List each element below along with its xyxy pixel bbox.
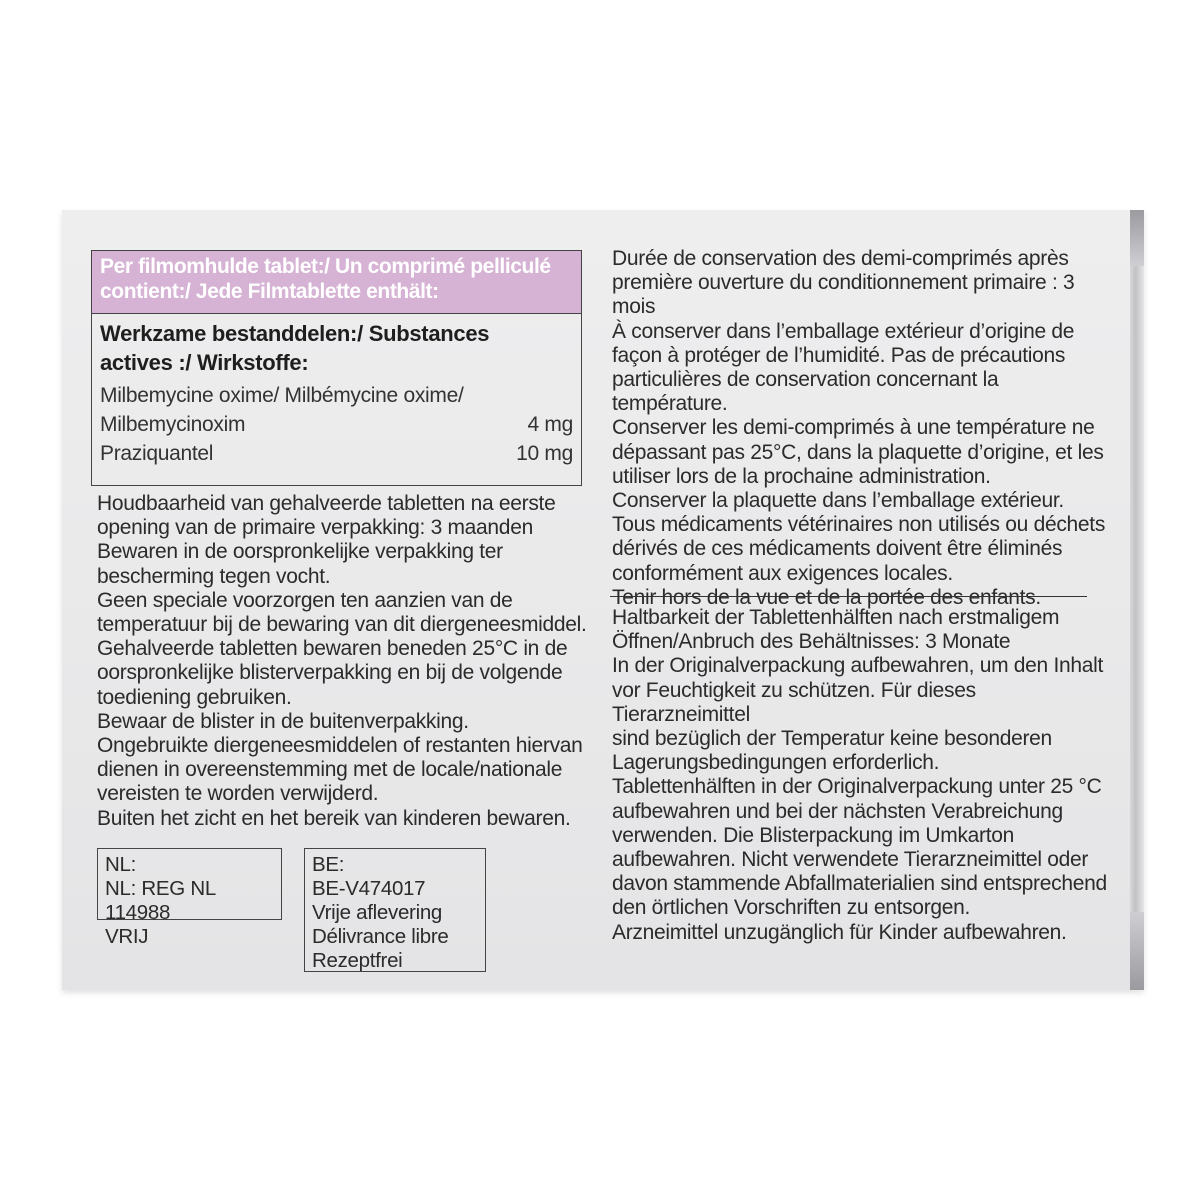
text-line: Tenir hors de la vue et de la portée des enfants. bbox=[612, 585, 1041, 609]
active-title-line: actives :/ Wirkstoffe: bbox=[100, 350, 309, 375]
text-line: Öffnen/Anbruch des Behältnisses: 3 Monate bbox=[612, 630, 1011, 654]
text-line: In der Originalverpackung aufbewahren, um den Inhalt bbox=[612, 654, 1104, 678]
french-storage-text bbox=[612, 247, 1112, 610]
registration-line: BE: bbox=[312, 853, 345, 876]
text-line: Houdbaarheid van gehalveerde tabletten na eerste bbox=[97, 492, 556, 515]
registration-line: Délivrance libre bbox=[312, 925, 449, 948]
text-line: davon stammende Abfallmaterialien sind entsprechend bbox=[612, 872, 1107, 896]
text-line: bescherming tegen vocht. bbox=[97, 564, 331, 588]
registration-line: Rezeptfrei bbox=[312, 949, 403, 972]
section-divider bbox=[610, 596, 1087, 597]
substance-name: Milbemycine oxime/ Milbémycine oxime/ bbox=[100, 384, 464, 407]
text-line: Bewaar de blister in de buitenverpakking. bbox=[97, 709, 469, 733]
text-line: particulières de conservation concernant la température. bbox=[612, 368, 999, 416]
text-line: Conserver la plaquette dans l’emballage extérieur. bbox=[612, 489, 1064, 513]
text-line: utiliser lors de la prochaine administration. bbox=[612, 464, 991, 488]
text-line: dérivés de ces médicaments doivent être éliminés bbox=[612, 537, 1063, 561]
text-line: Arzneimittel unzugänglich für Kinder aufbewahren. bbox=[612, 920, 1067, 944]
registration-line: VRIJ bbox=[105, 925, 149, 948]
text-line: dienen in overeenstemming met de locale/nationale bbox=[97, 758, 563, 782]
composition-header-line: contient:/ Jede Filmtablette enthält: bbox=[100, 280, 439, 303]
dutch-storage-text bbox=[97, 492, 597, 831]
active-title-line: Werkzame bestanddelen:/ Substances bbox=[100, 321, 490, 346]
text-line: toediening gebruiken. bbox=[97, 685, 292, 709]
text-line: temperatuur bij de bewaring van dit diergeneesmiddel. bbox=[97, 613, 587, 637]
text-line: Gehalveerde tabletten bewaren beneden 25°C in de bbox=[97, 637, 568, 661]
text-line: façon à protéger de l’humidité. Pas de précautions bbox=[612, 343, 1066, 367]
registration-line: NL: REG NL 114988 bbox=[105, 877, 216, 924]
text-line: À conserver dans l’emballage extérieur d’origine de bbox=[612, 319, 1075, 343]
text-line: Durée de conservation des demi-comprimés après bbox=[612, 247, 1069, 270]
substance-amount: 10 mg bbox=[516, 442, 573, 465]
registration-line: BE-V474017 bbox=[312, 877, 426, 900]
registration-line: NL: bbox=[105, 853, 137, 876]
substance-name: Praziquantel bbox=[100, 442, 214, 465]
text-line: Geen speciale voorzorgen ten aanzien van de bbox=[97, 588, 513, 612]
text-line: Tous médicaments vétérinaires non utilisés ou déchets bbox=[612, 513, 1106, 537]
composition-header-line: Per filmomhulde tablet:/ Un comprimé pelliculé bbox=[100, 255, 551, 278]
german-storage-text bbox=[612, 606, 1112, 945]
text-line: dépassant pas 25°C, dans la plaquette d’origine, et les bbox=[612, 440, 1104, 464]
registration-box-nl bbox=[97, 848, 282, 948]
text-line: Tablettenhälften in der Originalverpackung unter 25 °C bbox=[612, 775, 1102, 799]
text-line: Buiten het zicht en het bereik van kinderen bewaren. bbox=[97, 806, 571, 830]
text-line: Conserver les demi-comprimés à une température ne bbox=[612, 416, 1095, 440]
text-line: sind bezüglich der Temperatur keine besonderen bbox=[612, 727, 1052, 751]
text-line: Ongebruikte diergeneesmiddelen of restanten hiervan bbox=[97, 734, 583, 758]
text-line: aufbewahren. Nicht verwendete Tierarzneimittel oder bbox=[612, 848, 1089, 872]
text-line: vereisten te worden verwijderd. bbox=[97, 782, 379, 806]
package-side-flap bbox=[1130, 210, 1144, 990]
substance-amount: 4 mg bbox=[527, 413, 573, 436]
text-line: opening van de primaire verpakking: 3 maanden bbox=[97, 516, 533, 540]
active-substances-title bbox=[92, 313, 581, 381]
text-line: conformément aux exigences locales. bbox=[612, 561, 953, 585]
text-line: première ouverture du conditionnement primaire : 3 mois bbox=[612, 271, 1075, 319]
registration-line: Vrije aflevering bbox=[312, 901, 443, 924]
text-line: vor Feuchtigkeit zu schützen. Für dieses Tierarzneimittel bbox=[612, 678, 976, 726]
flap-shadow-top bbox=[1130, 210, 1144, 266]
composition-row bbox=[92, 381, 581, 410]
text-line: Lagerungsbedingungen erforderlich. bbox=[612, 751, 940, 775]
text-line: oorspronkelijke blisterverpakking en bij de volgende bbox=[97, 661, 563, 685]
flap-shadow-bottom bbox=[1130, 912, 1144, 990]
composition-header bbox=[92, 251, 581, 313]
text-line: den örtlichen Vorschriften zu entsorgen. bbox=[612, 896, 971, 920]
text-line: verwenden. Die Blisterpackung im Umkarton bbox=[612, 823, 1015, 847]
composition-table bbox=[91, 250, 582, 486]
registration-box-be bbox=[304, 848, 486, 972]
text-line: aufbewahren und bei der nächsten Verabreichung bbox=[612, 799, 1063, 823]
text-line: Haltbarkeit der Tablettenhälften nach erstmaligem bbox=[612, 606, 1060, 629]
composition-row bbox=[92, 439, 581, 468]
composition-row bbox=[92, 410, 581, 439]
text-line: Bewaren in de oorspronkelijke verpakking ter bbox=[97, 540, 503, 564]
substance-name: Milbemycinoxim bbox=[100, 413, 246, 436]
